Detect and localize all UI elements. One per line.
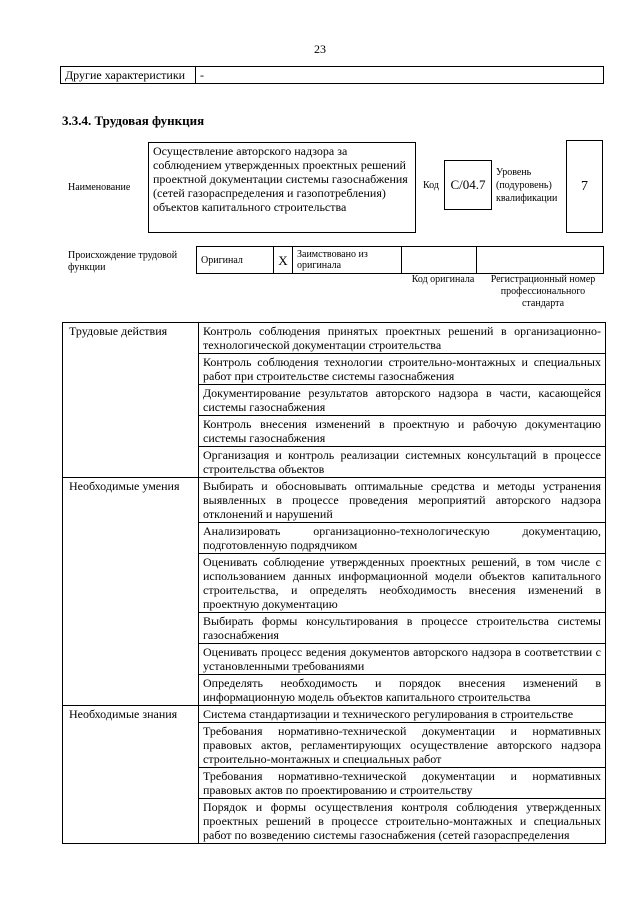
table-cell: Организация и контроль реализации системных консультаций в процессе строительства объектов — [199, 447, 606, 478]
code-original-caption: Код оригинала — [411, 274, 475, 285]
category-labor-actions: Трудовые действия — [63, 323, 199, 478]
original-label: Оригинал — [197, 247, 274, 274]
table-row — [63, 478, 606, 523]
table-cell: Анализировать организационно-технологическую документацию, подготовленную подрядчиком — [199, 523, 606, 554]
qualification-level: 7 — [566, 140, 603, 233]
table-cell: Система стандартизации и технического регулирования в строительстве — [199, 706, 606, 723]
origin-label: Происхождение трудовой функции — [68, 250, 178, 273]
table-cell: Порядок и формы осуществления контроля соблюдения утвержденных проектных решений в процессе строительно-монтажных и специальных работ по возведению системы газоснабжения (сетей газораспределения — [199, 799, 606, 844]
labor-function-table — [62, 322, 606, 844]
code-original-cell — [402, 247, 477, 274]
origin-table — [196, 246, 604, 274]
table-cell: Оценивать процесс ведения документов авторского надзора в соответствии с установленными требованиями — [199, 644, 606, 675]
category-required-skills: Необходимые умения — [63, 478, 199, 706]
other-characteristics-table — [60, 66, 604, 84]
table-cell: Требования нормативно-технической документации и нормативных правовых актов по проектированию и строительству — [199, 768, 606, 799]
table-cell: Оценивать соблюдение утвержденных проектных решений, в том числе с использованием данных информационной модели объектов капитального строительства, и определять необходимость внесения изменений в проектную документацию — [199, 554, 606, 613]
section-title: 3.3.4. Трудовая функция — [62, 113, 205, 128]
other-characteristics-value: - — [196, 67, 604, 84]
table-cell: Определять необходимость и порядок внесения изменений в информационную модель объектов капитального строительства — [199, 675, 606, 706]
table-cell: Документирование результатов авторского надзора в части, касающейся системы газоснабжения — [199, 385, 606, 416]
reg-number-caption: Регистрационный номер профессионального стандарта — [490, 274, 596, 309]
table-row — [63, 323, 606, 354]
table-cell: Контроль соблюдения технологии строительно-монтажных и специальных работ при строительстве системы газоснабжения — [199, 354, 606, 385]
reg-number-cell — [477, 247, 604, 274]
level-label: Уровень (подуровень) квалификации — [496, 167, 558, 204]
table-cell: Контроль соблюдения принятых проектных решений в организационно-технологической документации строительства — [199, 323, 606, 354]
code-label: Код — [423, 180, 439, 191]
category-required-knowledge: Необходимые знания — [63, 706, 199, 844]
table-cell: Контроль внесения изменений в проектную и рабочую документацию системы газоснабжения — [199, 416, 606, 447]
function-name: Осуществление авторского надзора за соблюдением утвержденных проектных решений проектной документации системы газоснабжения (сетей газораспределения и газопотребления) объектов капитального строительства — [148, 142, 416, 233]
table-cell: Выбирать и обосновывать оптимальные средства и методы устранения выявленных в процессе проведения мероприятий авторского надзора отклонений и нарушений — [199, 478, 606, 523]
table-cell: Выбирать формы консультирования в процессе строительства системы газоснабжения — [199, 613, 606, 644]
other-characteristics-label: Другие характеристики — [61, 67, 196, 84]
borrowed-label: Заимствовано из оригинала — [293, 247, 402, 274]
function-code: C/04.7 — [444, 160, 492, 210]
page-number: 23 — [314, 42, 326, 56]
original-mark: X — [274, 247, 293, 274]
name-label: Наименование — [68, 182, 131, 193]
table-cell: Требования нормативно-технической документации и нормативных правовых актов, регламентирующих осуществление авторского надзора строительно-монтажных и специальных работ — [199, 723, 606, 768]
table-row — [63, 706, 606, 723]
